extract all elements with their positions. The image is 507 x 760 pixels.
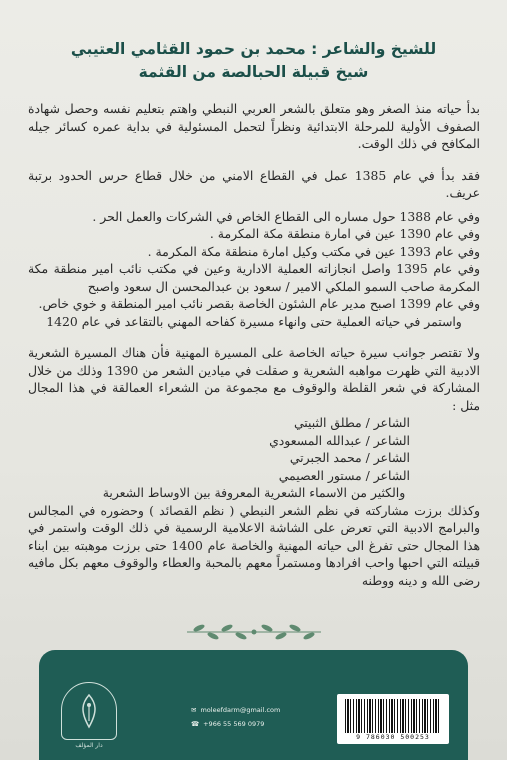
career-paragraph-2: وفي عام 1388 حول مساره الى القطاع الخاص في الشركات والعمل الحر . xyxy=(92,208,480,224)
poet-item: الشاعر / مطلق الثبيتي xyxy=(293,415,410,430)
publisher-name: دار المؤلف xyxy=(75,742,103,749)
poet-item: الشاعر / محمد الجبرتي xyxy=(289,450,410,465)
career-paragraph-3: وفي عام 1390 عين في امارة منطقة مكة المكرمة . xyxy=(209,226,480,241)
poet-item: الشاعر / مستور العصيمي xyxy=(278,467,410,483)
biography-text xyxy=(28,100,480,589)
career-paragraph-1: فقد بدأ في عام 1385 عمل في القطاع الامني من خلال قطاع حرس الحدود برتبة عريف. xyxy=(28,167,480,200)
poets-list xyxy=(28,414,480,484)
literary-paragraph-3: وكذلك برزت مشاركته في نظم الشعر النبطي ( نظم القصائد ) وحضوره في المجالس والبرامج الادبية التي تعرض على الشاشة الاعلامية الرسمية في ذلك الوقت واستمر في هذا المجال حتى تفرغ الى حياته المهنية والخاصة عام 1400 حتى برزت موهبته بين ابناء قبيلته التي احبها واحب افرادها ومستمراً معهم بالمحبة والعطاء والوقوف معهم بكل مافيه رضى الله و دينه ووطنه xyxy=(28,502,480,588)
pen-nib-icon xyxy=(74,693,104,729)
phone-text: +966 55 569 0979 xyxy=(203,720,265,728)
contact-info xyxy=(191,703,280,731)
publisher-logo xyxy=(61,682,117,740)
leaf-ornament-divider xyxy=(0,622,507,642)
career-paragraph-5: وفي عام 1395 واصل انجازاته العملية الادارية وعين في مكتب نائب امير منطقة مكة المكرمة صاحب السمو الملكي الامير / سعود بن عبدالمحسن ال سعود واصبح xyxy=(28,261,480,294)
career-paragraph-7: واستمر في حياته العملية حتى وانهاء مسيرة كفاحه المهني بالتقاعد في عام 1420 xyxy=(46,313,462,329)
career-paragraph-4: وفي عام 1393 عين في مكتب وكيل امارة منطقة مكة المكرمة . xyxy=(147,243,480,259)
literary-paragraph-1: ولا تقتصر جوانب سيرة حياته الخاصة على المسيرة المهنية فأن هناك المسيرة الشعرية الادبية التي ظهرت مواهبه الشعرية و صقلت في ميادين الشعر من 1390 وذلك من خلال المشاركة في شعر القلطة والوقوف مع مجموعة من الشعراء العمالقة في هذا المجال مثل : xyxy=(28,345,480,413)
literary-paragraph-2: والكثير من الاسماء الشعرية المعروفة بين الاوساط الشعرية xyxy=(102,485,406,500)
career-paragraph-6: وفي عام 1399 اصبح مدير عام الشئون الخاصة بقصر نائب امير المنطقة و خوي خاص. xyxy=(38,296,480,311)
cover-title xyxy=(0,38,507,84)
publisher-footer xyxy=(39,650,468,760)
title-line-1: للشيخ والشاعر : محمد بن حمود القثامي العتيبي xyxy=(70,40,437,58)
phone-row xyxy=(191,717,280,731)
poet-item: الشاعر / عبدالله المسعودي xyxy=(269,432,410,448)
isbn-number: 9 786030 500253 xyxy=(356,733,430,741)
barcode-bars xyxy=(345,699,441,733)
email-text: moleefdarm@gmail.com xyxy=(200,706,281,714)
isbn-barcode xyxy=(337,694,449,744)
email-icon: ✉ xyxy=(191,706,197,714)
title-line-2: شيخ قبيلة الحبالصة من القثمة xyxy=(138,63,369,81)
email-row xyxy=(191,703,280,717)
intro-paragraph: بدأ حياته منذ الصغر وهو متعلق بالشعر العربي النبطي واهتم بتعليم نفسه وحصل شهادة الصفوف الأولية للمرحلة الابتدائية ونظراً لتحمل المسئولية في بداية عمره كسائر جيله المكافح في ذلك الوقت. xyxy=(28,101,480,151)
phone-icon: ☎ xyxy=(191,720,200,728)
